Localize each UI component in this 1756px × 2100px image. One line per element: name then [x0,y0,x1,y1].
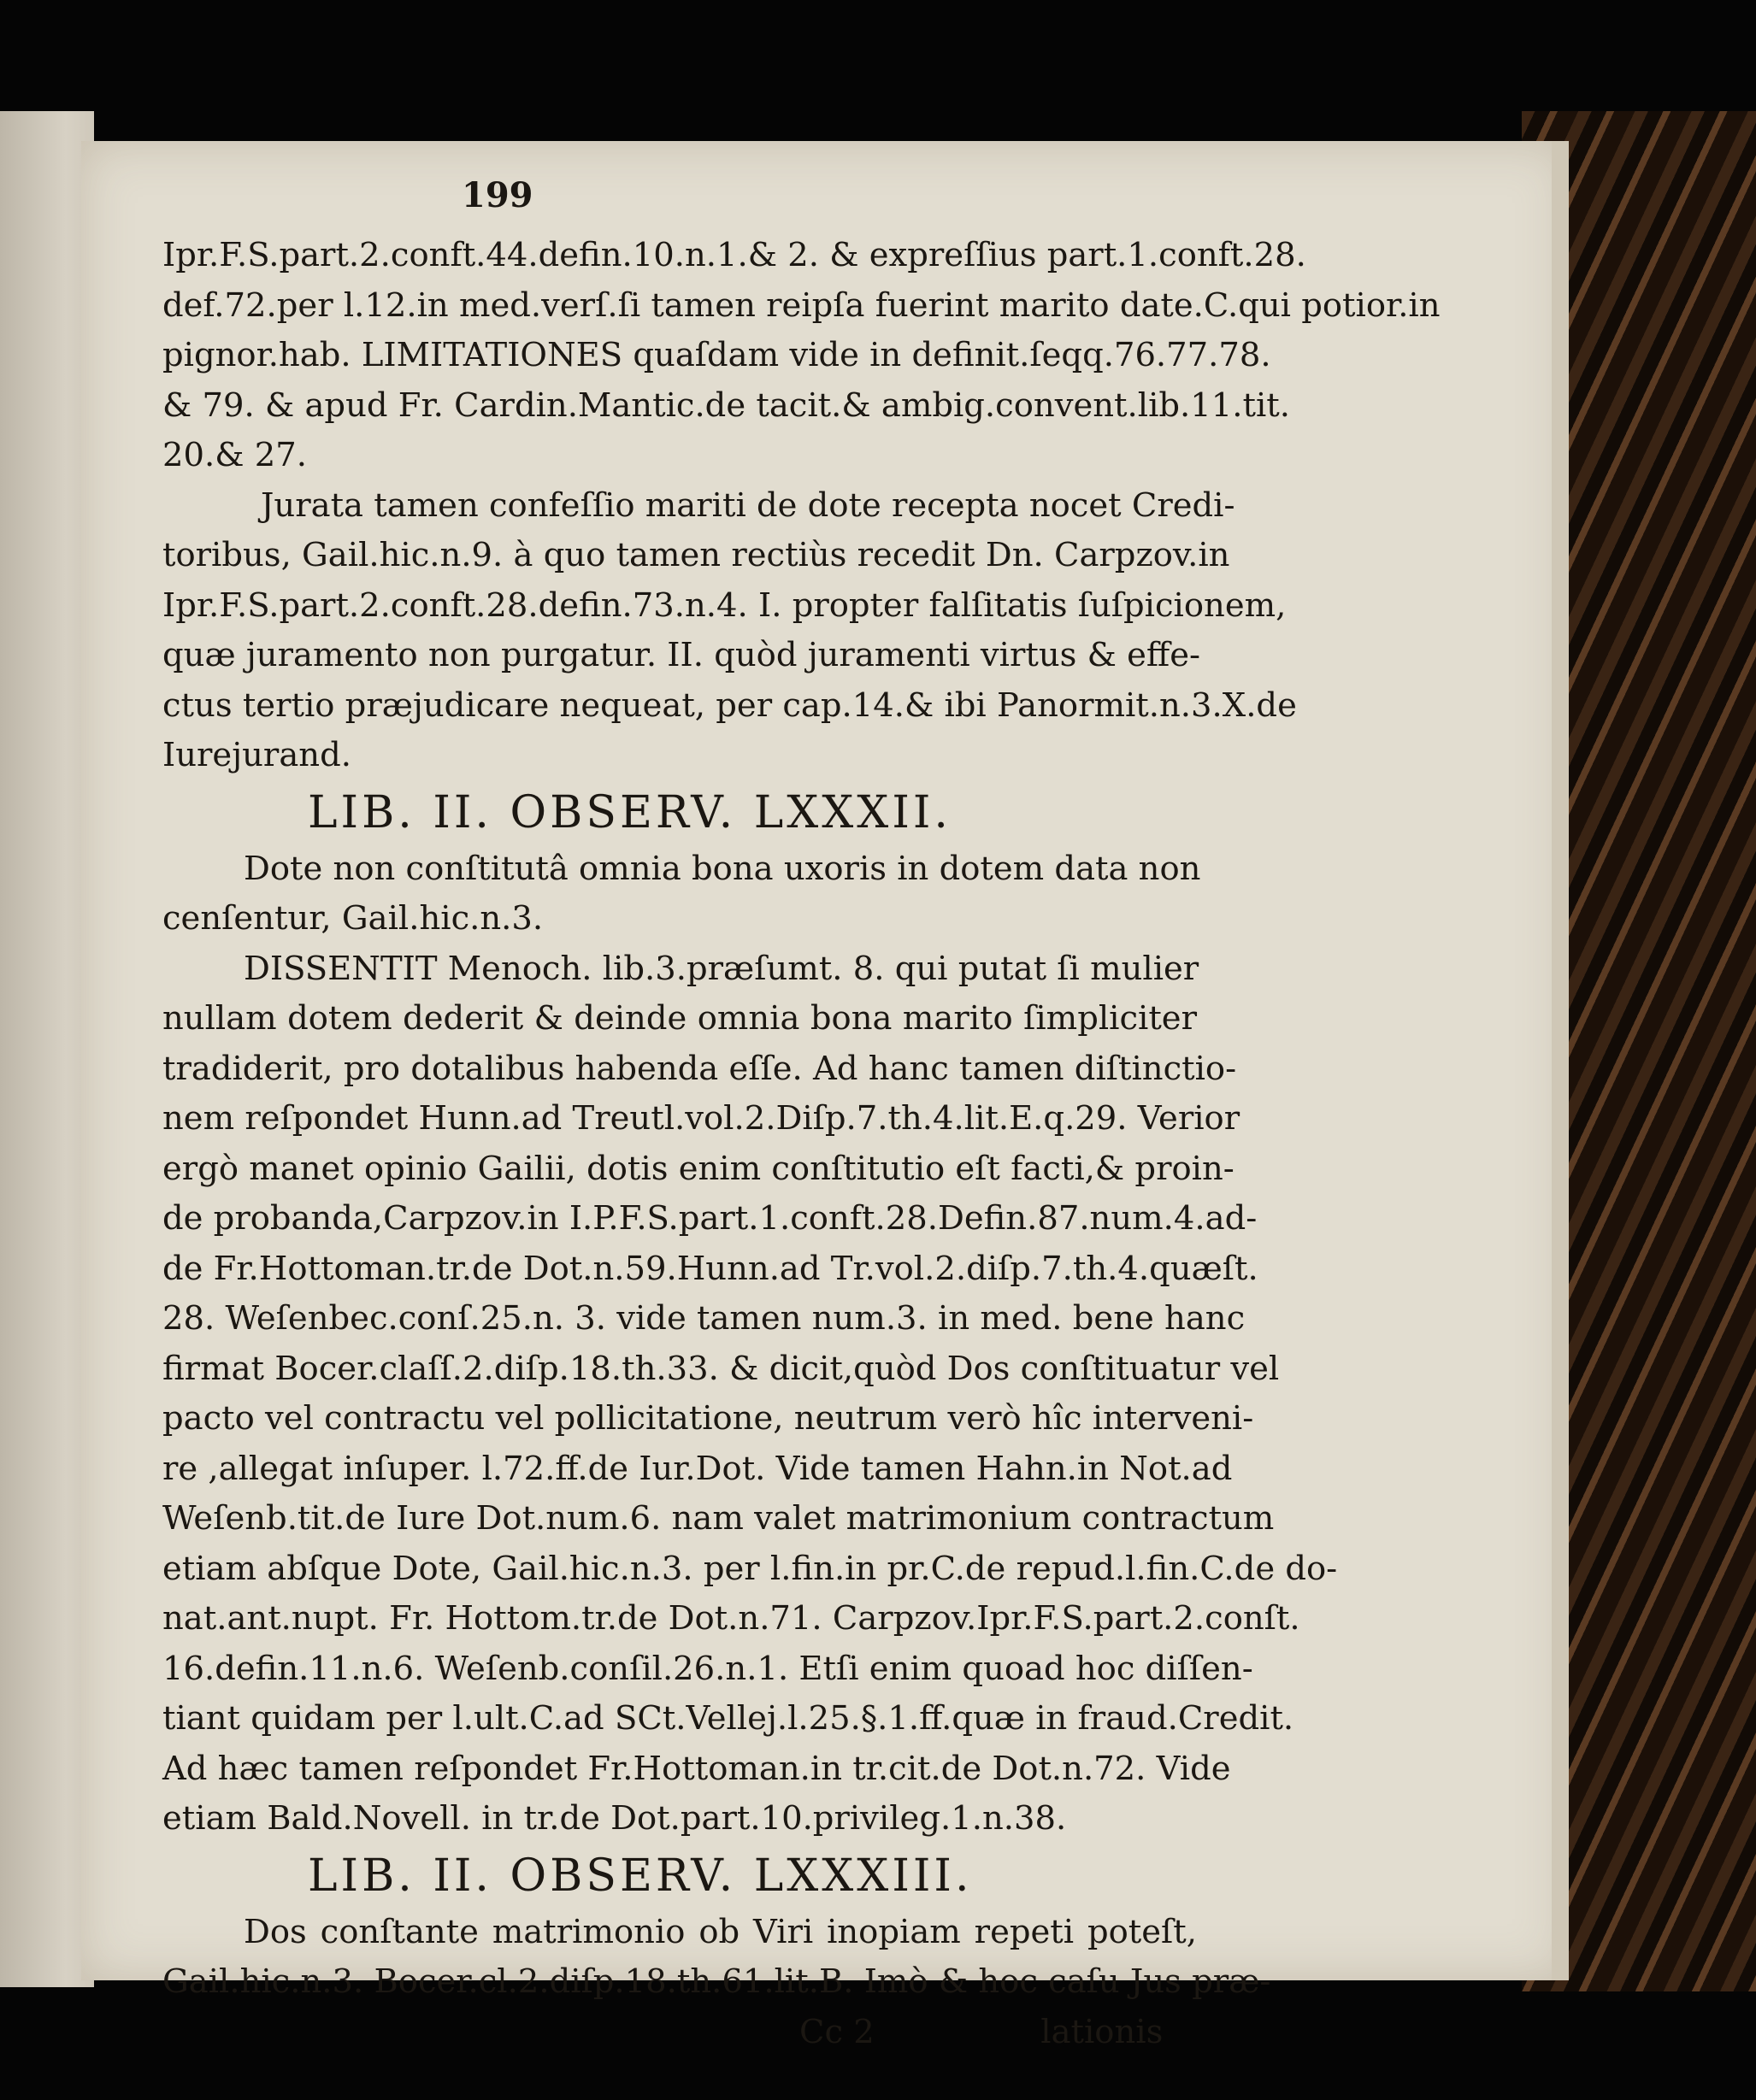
text-line: DISSENTIT Menoch. lib.3.præſumt. 8. qui putat ſi mulier [244,949,1199,988]
text-line: nem reſpondet Hunn.ad Treutl.vol.2.Diſp.7.th.4.lit.E.q.29. Verior [162,1099,1240,1138]
section-heading-lxxxii: LIB. II. OBSERV. LXXXII. [308,786,952,838]
text-line: ctus tertio præjudicare nequeat, per cap.14.& ibi Panormit.n.3.X.de [162,685,1297,725]
page-text [162,171,1441,2057]
left-page-edge [0,111,94,1987]
signature-mark: Cc 2 [799,2012,875,2051]
text-line: Jurata tamen confeſſio mariti de dote recepta nocet Credi- [261,485,1235,525]
paragraph-jurata [162,481,1297,781]
text-line: etiam Bald.Novell. in tr.de Dot.part.10.privileg.1.n.38. [162,1799,1067,1838]
text-line: Ad hæc tamen reſpondet Fr.Hottoman.in tr.cit.de Dot.n.72. Vide [162,1749,1231,1788]
text-line: def.72.per l.12.in med.verſ.ſi tamen reipſa fuerint marito date.C.qui potior.in [162,285,1441,325]
paragraph-dos [162,1908,1271,2008]
text-line: tiant quidam per l.ult.C.ad SCt.Vellej.l.25.§.1.ff.quæ in fraud.Credit. [162,1699,1294,1738]
text-line: & 79. & apud Fr. Cardin.Mantic.de tacit.& ambig.convent.lib.11.tit. [162,385,1290,425]
text-line: de probanda,Carpzov.in I.P.F.S.part.1.conft.28.Defin.87.num.4.ad- [162,1199,1258,1238]
text-line: pignor.hab. LIMITATIONES quaſdam vide in definit.ſeqq.76.77.78. [162,336,1271,374]
footer-line [162,2008,1197,2058]
text-line: nat.ant.nupt. Fr. Hottom.tr.de Dot.n.71. Carpzov.Ipr.F.S.part.2.conſt. [162,1599,1300,1638]
text-line: Gail.hic.n.3. Bocer.cl.2.diſp.18.th.61.lit.B. Imò & hoc caſu Jus præ- [162,1962,1271,2001]
paragraph-summary-lxxxii [162,844,1201,944]
paragraph-dissentit [162,944,1338,1844]
text-line: toribus, Gail.hic.n.9. à quo tamen rectiùs recedit Dn. Carpzov.in [162,536,1230,574]
text-line: Ipr.F.S.part.2.conft.28.defin.73.n.4. I. propter falſitatis ſuſpicionem, [162,585,1287,625]
section-heading-lxxxiii: LIB. II. OBSERV. LXXXIII. [308,1850,973,1902]
paragraph-continuation [162,231,1441,481]
text-line: tradiderit, pro dotalibus habenda eſſe. Ad hanc tamen diſtinctio- [162,1049,1237,1088]
text-line: Iurejurand. [162,736,351,774]
text-line: 28. Weſenbec.conſ.25.n. 3. vide tamen num.3. in med. bene hanc [162,1299,1246,1338]
text-line: ergò manet opinio Gailii, dotis enim conſtitutio eſt facti,& proin- [162,1149,1235,1188]
text-line: cenſentur, Gail.hic.n.3. [162,899,544,938]
text-line: quæ juramento non purgatur. II. quòd juramenti virtus & effe- [162,636,1201,674]
text-line: 20.& 27. [162,436,307,474]
text-line: pacto vel contractu vel pollicitatione, neutrum verò hîc interveni- [162,1399,1254,1438]
catchword: lationis [1040,2012,1164,2051]
text-line: Dos conſtante matrimonio ob Viri inopiam repeti poteſt, [244,1912,1197,1951]
text-line: Weſenb.tit.de Iure Dot.num.6. nam valet matrimonium contractum [162,1499,1275,1538]
text-line: Ipr.F.S.part.2.conft.44.defin.10.n.1.& 2. & expreſſius part.1.conft.28. [162,236,1306,274]
text-line: re ,allegat inſuper. l.72.ff.de Iur.Dot. Vide tamen Hahn.in Not.ad [162,1449,1233,1488]
text-line: etiam abſque Dote, Gail.hic.n.3. per l.fin.in pr.C.de repud.l.fin.C.de do- [162,1549,1338,1588]
text-line: 16.defin.11.n.6. Weſenb.conſil.26.n.1. Etſi enim quoad hoc diſſen- [162,1649,1253,1688]
text-line: Dote non conſtitutâ omnia bona uxoris in dotem data non [244,849,1201,888]
text-line: nullam dotem dederit & deinde omnia bona marito ſimpliciter [162,999,1197,1038]
page-fore-edge [1552,141,1569,1980]
text-line: de Fr.Hottoman.tr.de Dot.n.59.Hunn.ad Tr.vol.2.diſp.7.th.4.quæſt. [162,1249,1258,1288]
text-line: firmat Bocer.claſſ.2.diſp.18.th.33. & dicit,quòd Dos conſtituatur vel [162,1349,1280,1388]
page-number: 199 [462,175,533,215]
